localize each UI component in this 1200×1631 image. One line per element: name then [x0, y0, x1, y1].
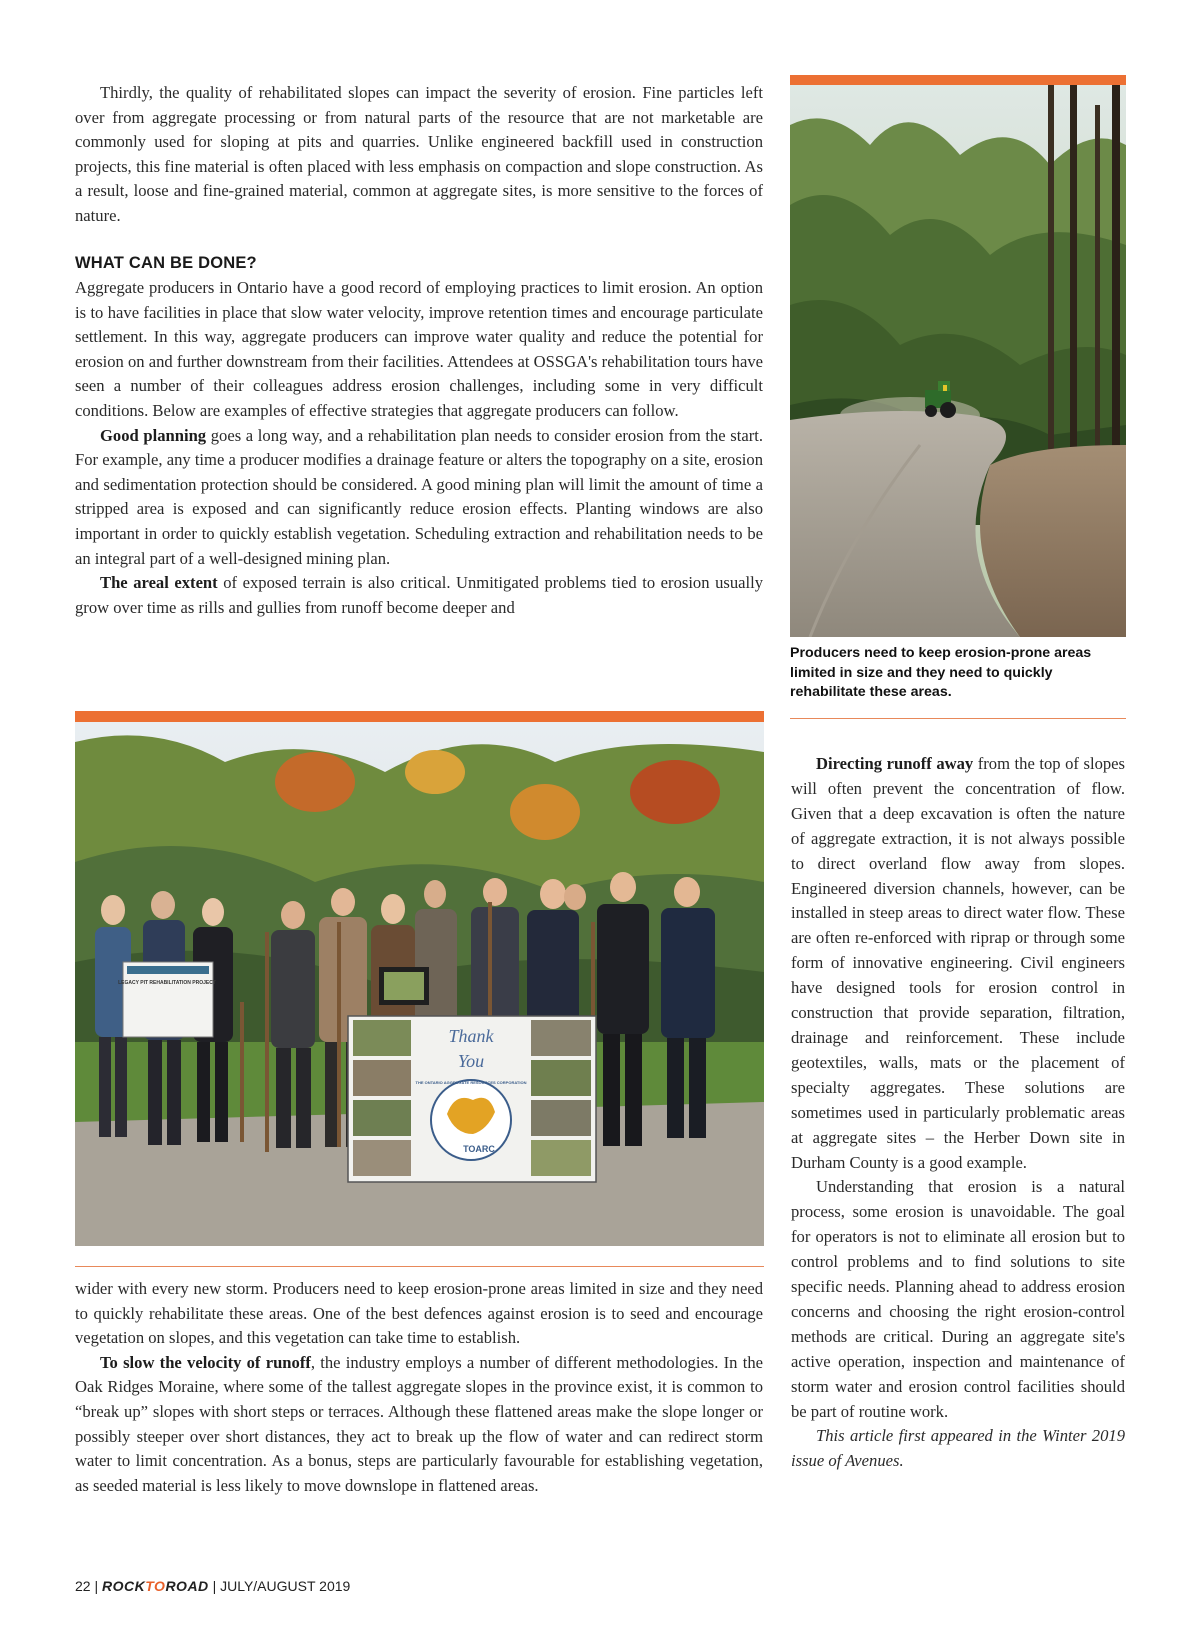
- right-paragraph-2: Understanding that erosion is a natural process, some erosion is unavoidable. The goal for operators is not to eliminate all erosion but to control problems and to find solutions to site specific needs. Planning ahead to address erosion concerns and choosing the right erosion-control methods are critical. During an aggregate site's active operation, inspection and maintenance of storm water and erosion control facilities should be part of routine work.: [791, 1177, 1125, 1421]
- section-paragraph-3: [75, 571, 763, 620]
- sign-ring-text: THE ONTARIO AGGREGATE RESOURCES CORPORATION: [415, 1080, 527, 1085]
- photo1-top-bar: [790, 75, 1126, 85]
- photo2-bottom-rule: [75, 1266, 764, 1267]
- right-paragraph-1-text: from the top of slopes will often prevent the concentration of flow. Given that a deep excavation is often the nature of aggregate extraction, it is not always possible to direct overland flow away from slopes. Engineered diversion channels, however, can be installed in steep areas to direct water flow. These are often re-enforced with riprap or through some form of innovative engineering. Civil engineers have designed tools for erosion control in construction that provide separation, filtration, drainage and reinforcement. These include geotextiles, walls, mats or the placement of specialty aggregates. These solutions are sometimes used in particularly problematic areas at aggregate sites – the Herber Down site in Durham County is a good example.: [791, 754, 1125, 1172]
- road-tractor-image: [790, 85, 1126, 637]
- caption1-rule: [790, 718, 1126, 719]
- section-heading: WHAT CAN BE DONE?: [75, 254, 257, 272]
- section-paragraph-2-text: goes a long way, and a rehabilitation plan needs to consider erosion from the start. For example, any time a producer modifies a drainage feature or alters the topography on a site, erosion and sedimentation protection should be considered. A good mining plan will limit the amount of time a stripped area is exposed and can significantly reduce erosion effects. Planting windows are also important in order to quickly establish vegetation. Scheduling extraction and rehabilitation needs to be an integral part of a well-designed mining plan.: [75, 425, 764, 568]
- lower-left-paragraph-2-text: , the industry employs a number of different methodologies. In the Oak Ridges Moraine, where some of the tallest aggregate slopes in the province exist, it is common to “break up” slopes with short steps or terraces. Although these flattened areas make the slope longer or possibly steeper over short distances, they act to break up the flow of water and can redirect storm water to limit concentration. As a bonus, steps are particularly favourable for establishing vegetation, as seeded material is less likely to move downslope in flattened areas.: [75, 1352, 763, 1495]
- intro-paragraph: Thirdly, the quality of rehabilitated slopes can impact the severity of erosion. Fine particles left over from aggregate processing or from natural parts of the resource that are not marketable are commonly used for sloping at pits and quarries. Unlike engineered backfill used in construction projects, this fine material is often placed with less emphasis on compaction and slope construction. As a result, loose and fine-grained material, common at aggregate sites, is more sensitive to the forces of nature.: [75, 83, 763, 225]
- brand-road: ROAD: [165, 1578, 209, 1594]
- photo1-caption: Producers need to keep erosion-prone areas limited in size and they need to quickly rehabilitate these areas.: [790, 645, 1092, 701]
- intro-paragraph-block: [75, 81, 763, 229]
- lower-left-paragraph-1: wider with every new storm. Producers need to keep erosion-prone areas limited in size and they need to quickly rehabilitate these areas. One of the best defences against erosion is to seed and encourage vegetation on slopes, and this vegetation can take time to establish.: [75, 1279, 763, 1348]
- magazine-brand: [102, 1578, 209, 1594]
- section-paragraph-1: Aggregate producers in Ontario have a good record of employing practices to limit erosion. An option is to have facilities in place that slow water velocity, improve retention times and encourage particulate settlement. In this way, aggregate producers can improve water quality and reduce the potential for erosion on and further downstream from their facilities. Attendees at OSSGA's rehabilitation tours have seen a number of their colleagues address erosion challenges, including some in very difficult conditions. Below are examples of effective strategies that aggregate producers can follow.: [75, 278, 763, 420]
- left-sign-title: LEGACY PIT REHABILITATION PROJECT: [118, 980, 216, 986]
- directing-runoff-lead: Directing runoff away: [816, 754, 974, 773]
- sign-logo-text: TOARC: [463, 1144, 495, 1154]
- lower-left-paragraph-2: [75, 1351, 763, 1499]
- brand-to: TO: [145, 1578, 166, 1594]
- footer-separator-2: |: [212, 1578, 221, 1594]
- good-planning-lead: Good planning: [100, 425, 207, 445]
- section-what-can-be-done: [75, 252, 763, 620]
- group-photo: [75, 722, 764, 1246]
- source-note: This article first appeared in the Winter 2019 issue of Avenues.: [791, 1426, 1125, 1471]
- brand-rock: ROCK: [102, 1578, 146, 1594]
- section-paragraph-2: [75, 424, 763, 572]
- photo2-top-bar: [75, 711, 764, 722]
- group-photo-image: [75, 722, 764, 1246]
- sign-thank-text: Thank: [448, 1026, 494, 1046]
- road-tractor-photo: [790, 85, 1126, 637]
- lower-left-text: [75, 1277, 763, 1498]
- footer-separator: |: [94, 1578, 102, 1594]
- slow-velocity-lead: To slow the velocity of runoff: [100, 1352, 311, 1372]
- right-column-text: [791, 752, 1125, 1474]
- issue-date: JULY/AUGUST 2019: [220, 1578, 351, 1594]
- sign-you-text: You: [457, 1051, 485, 1071]
- right-paragraph-1: [791, 752, 1125, 1175]
- areal-extent-lead: The areal extent: [100, 573, 218, 593]
- section-paragraph-3-text: of exposed terrain is also critical. Unmitigated problems tied to erosion usually grow over time as rills and gullies from runoff become deeper and: [75, 573, 764, 617]
- page-number: 22: [75, 1578, 91, 1594]
- page-footer: [75, 1578, 350, 1594]
